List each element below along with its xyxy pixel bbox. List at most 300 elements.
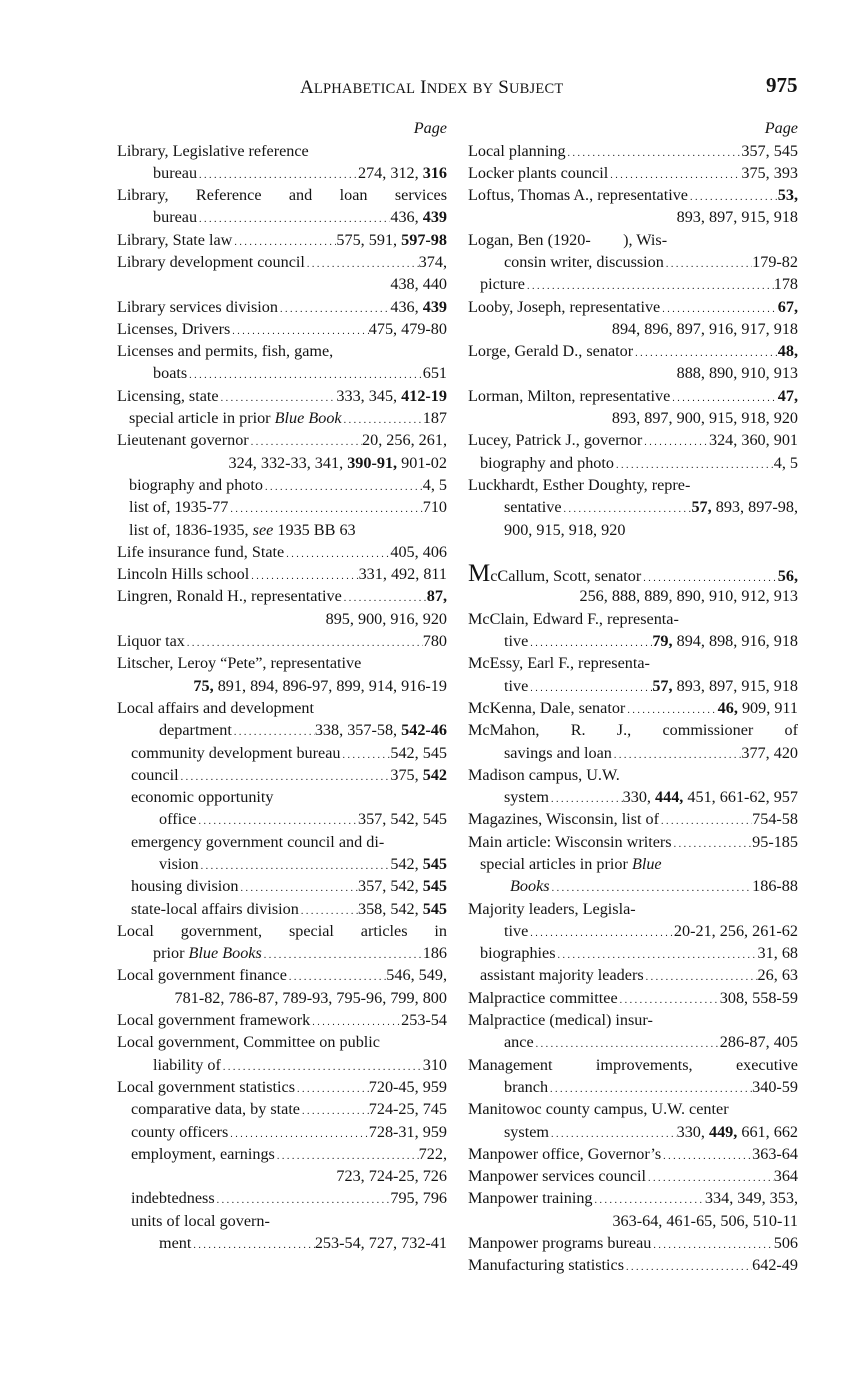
index-entry	[468, 184, 798, 206]
index-heading-line: Litscher, Leroy “Pete”, representative	[117, 654, 362, 673]
entry-pages: 57, 893, 897-98,	[691, 498, 798, 517]
dot-leader	[633, 340, 778, 362]
dot-leader	[249, 429, 362, 451]
entry-pages: 710	[422, 498, 447, 517]
index-entry	[468, 340, 798, 362]
index-entry	[117, 764, 447, 786]
entry-label: Lieutenant governor	[117, 431, 249, 450]
index-entry	[468, 808, 798, 830]
dot-leader	[199, 853, 391, 875]
index-heading-line: Manitowoc county campus, U.W. center	[468, 1100, 729, 1119]
dot-leader	[608, 162, 741, 184]
dot-leader	[614, 452, 774, 474]
index-entries-left	[117, 140, 447, 1255]
entry-pages: 187	[422, 409, 447, 428]
entry-pages: 31, 68	[757, 944, 798, 963]
entry-label: Local government framework	[117, 1011, 311, 1030]
index-entry	[468, 831, 798, 853]
entry-pages: 374,	[418, 252, 447, 271]
entry-pages: 186-88	[752, 877, 798, 896]
entry-pages: 20-21, 256, 261-62	[673, 921, 798, 940]
entry-pages: 274, 312, 316	[357, 163, 447, 182]
dot-leader	[549, 1121, 677, 1143]
entry-label: ance	[504, 1033, 534, 1052]
entry-label: Magazines, Wisconsin, list of	[468, 810, 660, 829]
index-entry	[468, 920, 798, 942]
index-entry	[117, 808, 447, 830]
entry-pages-continued: 894, 896, 897, 916, 917, 918	[611, 319, 798, 338]
entry-pages: 722,	[418, 1144, 447, 1163]
entry-pages: 87,	[426, 587, 447, 606]
entry-label: Local government statistics	[117, 1077, 296, 1096]
index-entry	[117, 429, 447, 451]
index-entry	[117, 162, 447, 184]
entry-pages: 47,	[777, 386, 798, 405]
entry-label: ment	[159, 1234, 192, 1253]
index-entry	[117, 1143, 447, 1165]
dot-leader	[618, 987, 720, 1009]
entry-label: department	[159, 721, 232, 740]
index-entry	[117, 1076, 447, 1098]
index-entry	[117, 1121, 447, 1143]
entry-pages: 286-87, 405	[719, 1033, 798, 1052]
index-heading-line: Logan, Ben (1920- ), Wis-	[468, 230, 668, 249]
dot-leader	[642, 429, 709, 451]
index-entry	[117, 1187, 447, 1209]
index-entry	[117, 630, 447, 652]
entry-label: Licensing, state	[117, 386, 219, 405]
dot-leader	[228, 1121, 369, 1143]
dot-leader	[625, 697, 717, 719]
index-entry	[468, 385, 798, 407]
entry-label: indebtedness	[131, 1189, 215, 1208]
entry-pages: 53,	[777, 186, 798, 205]
index-entry	[117, 585, 447, 607]
dot-leader	[549, 786, 623, 808]
index-entry	[117, 251, 447, 273]
entry-pages-continued: 893, 897, 900, 915, 918, 920	[611, 409, 798, 428]
index-entry	[468, 742, 798, 764]
page-column-heading: Page	[764, 119, 798, 137]
index-heading-line: Licenses and permits, fish, game,	[117, 342, 334, 361]
dot-leader	[232, 229, 336, 251]
entry-pages: 26, 63	[757, 966, 798, 985]
dot-leader	[644, 964, 758, 986]
entry-pages: 780	[422, 632, 447, 651]
entry-label: special article in prior Blue Book	[129, 409, 342, 428]
index-heading-line: list of, 1836-1935, see 1935 BB 63	[129, 520, 356, 539]
index-entry	[468, 251, 798, 273]
entry-pages: 405, 406	[390, 542, 447, 561]
title-word: ALPHABETICAL	[300, 77, 416, 98]
entry-pages: 375, 393	[741, 163, 798, 182]
index-entry	[117, 385, 447, 407]
entry-label: state-local affairs division	[131, 899, 299, 918]
entry-pages-continued: 723, 724-25, 726	[336, 1167, 447, 1186]
index-entry	[468, 452, 798, 474]
entry-label: savings and loan	[504, 743, 612, 762]
index-entry	[117, 496, 447, 518]
section-gap	[468, 541, 798, 563]
entry-pages: 754-58	[752, 810, 798, 829]
dot-leader	[310, 1009, 401, 1031]
index-entry	[468, 162, 798, 184]
dot-leader	[228, 496, 422, 518]
index-entry	[117, 742, 447, 764]
entry-pages: 179-82	[752, 252, 798, 271]
dot-leader	[661, 1143, 752, 1165]
entry-label: Life insurance fund, State	[117, 542, 285, 561]
index-entry	[468, 697, 798, 719]
index-entry	[117, 942, 447, 964]
dot-leader	[660, 296, 778, 318]
dot-leader	[342, 585, 427, 607]
entry-label: tive	[504, 632, 529, 651]
entry-label: picture	[480, 275, 525, 294]
entry-pages: 333, 345, 412-19	[336, 386, 447, 405]
entry-pages: 57, 893, 897, 915, 918	[652, 676, 798, 695]
entry-label: Books	[510, 877, 550, 896]
entry-label: Lorge, Gerald D., senator	[468, 342, 634, 361]
dot-leader	[238, 875, 357, 897]
index-entry	[468, 1143, 798, 1165]
entry-label: Library development council	[117, 252, 305, 271]
entry-pages-continued: 363-64, 461-65, 506, 510-11	[612, 1211, 798, 1230]
dot-leader	[305, 251, 419, 273]
index-column-right	[468, 117, 798, 1277]
entry-pages: 377, 420	[741, 743, 798, 762]
index-entry	[468, 786, 798, 808]
dot-leader	[263, 474, 423, 496]
entry-label: sentative	[504, 498, 562, 517]
entry-pages-continued: 888, 890, 910, 913	[676, 364, 798, 383]
entry-label: assistant majority leaders	[480, 966, 644, 985]
index-entry	[468, 675, 798, 697]
dot-leader	[672, 831, 753, 853]
index-entry	[117, 1098, 447, 1120]
index-entry	[468, 563, 798, 585]
index-entry	[468, 875, 798, 897]
entry-label: Manpower office, Governor’s	[468, 1144, 662, 1163]
index-entry	[468, 1076, 798, 1098]
index-entry	[117, 563, 447, 585]
entry-pages: 475, 479-80	[368, 319, 447, 338]
dot-leader	[187, 362, 423, 384]
entry-pages: 330, 444, 451, 661-62, 957	[622, 788, 798, 807]
index-entry	[117, 1009, 447, 1031]
entry-pages: 338, 357-58, 542-46	[314, 721, 447, 740]
entry-pages: 178	[773, 275, 798, 294]
entry-label: county officers	[131, 1122, 229, 1141]
dot-leader	[230, 318, 368, 340]
entry-pages: 728-31, 959	[368, 1122, 447, 1141]
dot-leader	[612, 742, 741, 764]
entry-label: Malpractice committee	[468, 988, 618, 1007]
dot-leader	[278, 296, 390, 318]
dot-leader	[593, 1187, 705, 1209]
entry-pages: 95-185	[752, 832, 798, 851]
entry-label: tive	[504, 676, 529, 695]
entry-label: branch	[504, 1077, 549, 1096]
entry-label: employment, earnings	[131, 1144, 275, 1163]
entry-label: bureau	[153, 163, 198, 182]
dot-leader	[651, 1232, 773, 1254]
entry-pages: 436, 439	[390, 297, 447, 316]
index-entry	[468, 273, 798, 295]
entry-pages: 542, 545	[390, 855, 447, 873]
index-entry	[468, 1165, 798, 1187]
entry-pages: 542, 545	[390, 743, 447, 762]
entry-label: biography and photo	[480, 453, 614, 472]
index-heading-line: special articles in prior Blue	[480, 855, 662, 873]
entry-label: Liquor tax	[117, 632, 185, 651]
index-entry	[117, 206, 447, 228]
index-entry	[468, 496, 798, 518]
entry-label: Lincoln Hills school	[117, 565, 250, 584]
entry-pages: 324, 360, 901	[708, 431, 798, 450]
index-entry	[117, 229, 447, 251]
dot-leader	[624, 1254, 752, 1276]
index-entry	[468, 630, 798, 652]
index-entry	[468, 1187, 798, 1209]
index-entry	[117, 853, 447, 875]
dot-leader	[295, 1076, 369, 1098]
index-heading-line: Library, Reference and loan services	[117, 186, 447, 205]
dot-leader	[262, 942, 423, 964]
entry-label: Local planning	[468, 141, 566, 160]
entry-label: liability of	[153, 1055, 221, 1074]
index-entry	[117, 875, 447, 897]
page-title	[300, 77, 563, 99]
index-heading-line: McClain, Edward F., representa-	[468, 609, 679, 628]
index-entry	[117, 474, 447, 496]
dot-leader	[688, 184, 778, 206]
entry-pages: 186	[422, 944, 447, 963]
page-number: 975	[766, 73, 798, 97]
entry-pages: 651	[422, 364, 447, 383]
entry-label: Local government finance	[117, 966, 287, 985]
entry-label: McKenna, Dale, senator	[468, 698, 626, 717]
entry-pages-continued: 781-82, 786-87, 789-93, 795-96, 799, 800	[174, 988, 447, 1007]
dot-leader	[300, 1098, 369, 1120]
index-entry	[468, 942, 798, 964]
entry-label: tive	[504, 921, 529, 940]
entry-label: system	[504, 1122, 549, 1141]
dot-leader	[232, 719, 315, 741]
dot-leader	[659, 808, 752, 830]
entry-label: Main article: Wisconsin writers	[468, 832, 672, 851]
entry-pages: 253-54, 727, 732-41	[314, 1234, 447, 1253]
dot-leader	[534, 1031, 720, 1053]
entry-label: Lucey, Patrick J., governor	[468, 431, 643, 450]
entry-pages: 724-25, 745	[368, 1100, 447, 1119]
entry-pages: 546, 549,	[386, 966, 447, 985]
index-entry	[468, 1031, 798, 1053]
index-heading-line: McEssy, Earl F., representa-	[468, 654, 650, 673]
dot-leader	[197, 162, 358, 184]
dot-leader	[556, 942, 758, 964]
entry-pages-continued: 438, 440	[390, 275, 447, 294]
entry-label: Licenses, Drivers	[117, 319, 231, 338]
dot-leader	[566, 140, 742, 162]
entry-pages: 4, 5	[773, 453, 798, 472]
index-heading-line: McMahon, R. J., commissioner of	[468, 721, 798, 740]
index-heading-line: 900, 915, 918, 920	[504, 520, 626, 539]
index-entry	[117, 407, 447, 429]
entry-label: council	[131, 765, 179, 784]
index-entry	[468, 140, 798, 162]
entry-pages: 363-64	[752, 1144, 798, 1163]
entry-label: housing division	[131, 877, 239, 896]
dot-leader	[548, 1076, 752, 1098]
entry-pages: 330, 449, 661, 662	[676, 1122, 798, 1141]
entry-pages: 48,	[777, 342, 798, 361]
entry-pages: 436, 439	[390, 208, 447, 227]
index-heading-line: Local government, Committee on public	[117, 1033, 380, 1052]
dot-leader	[646, 1165, 774, 1187]
entry-pages: 364	[773, 1167, 798, 1186]
entry-pages: 67,	[777, 297, 798, 316]
dot-leader	[342, 407, 423, 429]
page-header	[0, 73, 859, 103]
entry-pages-continued: 75, 891, 894, 896-97, 899, 914, 916-19	[193, 676, 447, 695]
entry-label: McCallum, Scott, senator	[468, 563, 642, 586]
index-heading-line: Madison campus, U.W.	[468, 765, 620, 784]
entry-pages: 310	[422, 1055, 447, 1074]
index-entry	[117, 296, 447, 318]
dot-leader	[196, 808, 358, 830]
entry-label: vision	[159, 855, 199, 873]
index-heading-line: units of local govern-	[131, 1211, 270, 1230]
entry-label: Manpower services council	[468, 1167, 646, 1186]
dot-leader	[340, 742, 390, 764]
entry-pages: 375, 542	[390, 765, 447, 784]
entry-pages: 340-59	[752, 1077, 798, 1096]
entry-pages: 357, 542, 545	[357, 877, 447, 896]
entry-label: bureau	[153, 208, 198, 227]
entry-pages: 46, 909, 911	[717, 698, 798, 717]
entry-pages: 358, 542, 545	[357, 899, 447, 918]
entry-label: biographies	[480, 944, 556, 963]
entry-label: comparative data, by state	[131, 1100, 300, 1119]
index-entry	[468, 296, 798, 318]
entry-label: boats	[153, 364, 188, 383]
index-column-left	[117, 117, 447, 1254]
entry-label: community development bureau	[131, 743, 341, 762]
entry-label: Locker plants council	[468, 163, 609, 182]
entry-label: Lorman, Milton, representative	[468, 386, 671, 405]
dot-leader	[550, 875, 753, 897]
dot-leader	[275, 1143, 419, 1165]
index-heading-line: Library, Legislative reference	[117, 141, 309, 160]
dot-leader	[562, 496, 692, 518]
entry-pages-continued: 324, 332-33, 341, 390-91, 901-02	[228, 453, 447, 472]
index-heading-line: Malpractice (medical) insur-	[468, 1011, 653, 1030]
index-entry	[117, 898, 447, 920]
entry-label: Library services division	[117, 297, 278, 316]
index-heading-line: Management improvements, executive	[468, 1055, 798, 1074]
entry-pages: 575, 591, 597-98	[336, 230, 447, 249]
entry-label: Manpower training	[468, 1189, 593, 1208]
dot-leader	[528, 675, 652, 697]
index-entry	[117, 541, 447, 563]
index-entry	[117, 1232, 447, 1254]
entry-pages-continued: 256, 888, 889, 890, 910, 912, 913	[579, 587, 798, 606]
index-entry	[117, 719, 447, 741]
entry-pages: 4, 5	[422, 475, 447, 494]
index-entry	[468, 1121, 798, 1143]
entry-pages-continued: 893, 897, 915, 918	[676, 208, 798, 227]
dot-leader	[215, 1187, 391, 1209]
index-heading-line: Local government, special articles in	[117, 921, 447, 940]
index-heading-line: Luckhardt, Esther Doughty, repre-	[468, 475, 691, 494]
index-heading-line: economic opportunity	[131, 788, 274, 807]
dot-leader	[185, 630, 423, 652]
dot-leader	[641, 565, 777, 585]
index-entry	[468, 1254, 798, 1276]
entry-pages: 357, 545	[741, 141, 798, 160]
dot-leader	[284, 541, 390, 563]
entry-label: Manufacturing statistics	[468, 1256, 624, 1275]
entry-label: biography and photo	[129, 475, 263, 494]
title-word: BY	[472, 81, 494, 97]
dot-leader	[197, 206, 390, 228]
dot-leader	[664, 251, 752, 273]
entry-pages-continued: 895, 900, 916, 920	[325, 609, 447, 628]
entry-label: system	[504, 788, 549, 807]
page-column-heading: Page	[413, 119, 447, 137]
dot-leader	[299, 898, 358, 920]
entry-label: Looby, Joseph, representative	[468, 297, 661, 316]
index-entry	[117, 362, 447, 384]
dot-leader	[219, 385, 337, 407]
entry-label: list of, 1935-77	[129, 498, 229, 517]
dot-leader	[528, 630, 652, 652]
entry-pages: 642-49	[752, 1256, 798, 1275]
dot-leader	[287, 964, 386, 986]
dot-leader	[249, 563, 358, 585]
dot-leader	[525, 273, 774, 295]
entry-pages: 56,	[777, 567, 798, 586]
index-heading-line: emergency government council and di-	[131, 832, 385, 851]
entry-label: Lingren, Ronald H., representative	[117, 587, 342, 606]
index-entry	[468, 987, 798, 1009]
title-word: INDEX	[420, 77, 468, 98]
entry-pages: 334, 349, 353,	[704, 1189, 798, 1208]
index-entry	[468, 964, 798, 986]
title-word: SUBJECT	[498, 77, 564, 98]
dot-leader	[221, 1054, 423, 1076]
index-heading-line: Local affairs and development	[117, 698, 315, 717]
entry-label: office	[159, 810, 197, 829]
entry-pages: 20, 256, 261,	[362, 431, 447, 450]
index-entry	[117, 964, 447, 986]
entry-pages: 357, 542, 545	[357, 810, 447, 829]
index-entry	[468, 1232, 798, 1254]
entry-pages: 795, 796	[390, 1189, 447, 1208]
entry-pages: 79, 894, 898, 916, 918	[652, 632, 798, 651]
entry-pages: 720-45, 959	[368, 1077, 447, 1096]
entry-pages: 331, 492, 811	[358, 565, 447, 584]
dot-leader	[179, 764, 391, 786]
entry-label: consin writer, discussion	[504, 252, 664, 271]
entry-label: Loftus, Thomas A., representative	[468, 186, 688, 205]
entry-label: prior Blue Books	[153, 944, 262, 963]
entry-pages: 253-54	[401, 1011, 447, 1030]
dot-leader	[191, 1232, 314, 1254]
dot-leader	[670, 385, 777, 407]
dot-leader	[528, 920, 674, 942]
